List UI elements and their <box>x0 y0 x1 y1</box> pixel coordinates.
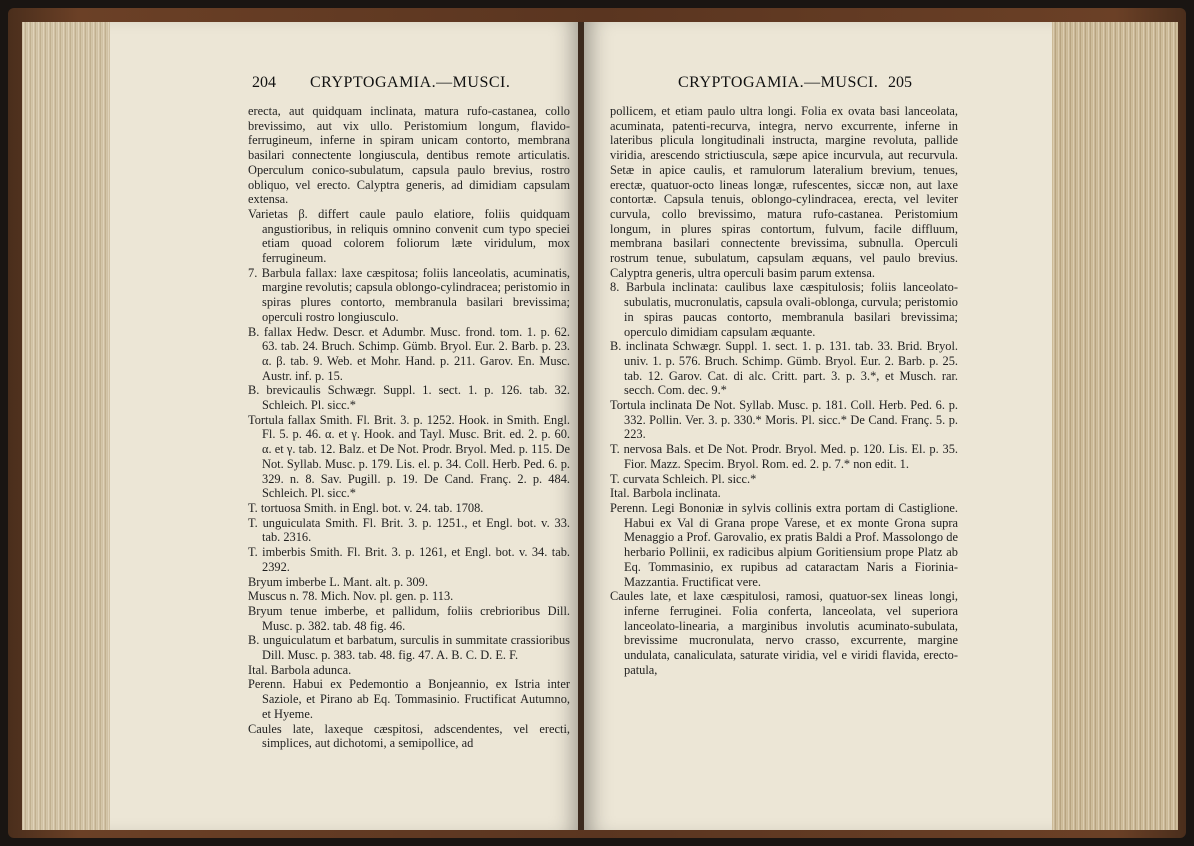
paragraph: Bryum imberbe L. Mant. alt. p. 309. <box>248 574 428 589</box>
paragraph: Muscus n. 78. Mich. Nov. pl. gen. p. 113. <box>248 589 454 604</box>
paragraph: T. unguiculata Smith. Fl. Brit. 3. p. 1251., et Engl. bot. v. 33. tab. 2316. <box>248 515 570 545</box>
page-body <box>610 104 958 677</box>
paragraph: T. tortuosa Smith. in Engl. bot. v. 24. tab. 1708. <box>248 500 484 515</box>
page-number: 205 <box>888 74 912 91</box>
paragraph: Bryum tenue imberbe, et pallidum, foliis crebrioribus Dill. Musc. p. 382. tab. 48 fig. 46. <box>248 603 570 633</box>
paragraph: B. fallax Hedw. Descr. et Adumbr. Musc. frond. tom. 1. p. 62. 63. tab. 24. Bruch. Schimp. Gümb. Bryol. Eur. 2. Barb. p. 23. α. β. tab. 9. Web. et Mohr. Hand. p. 211. Garov. En. Musc. Austr. inf. p. 15. <box>248 324 570 383</box>
page-edges-left <box>22 22 112 830</box>
right-page <box>584 22 1052 830</box>
paragraph: B. inclinata Schwægr. Suppl. 1. sect. 1. p. 131. tab. 33. Brid. Bryol. univ. 1. p. 576. Bruch. Schimp. Gümb. Bryol. Eur. 2. Barb. p. 25. tab. 12. Garov. Cat. di alc. Critt. part. 3. p. 3.*, et Musch. rar. secch. Com. dec. 9.* <box>610 339 958 398</box>
page-edges-right <box>1052 22 1178 830</box>
running-head: CRYPTOGAMIA.—MUSCI. <box>678 74 879 91</box>
paragraph: B. unguiculatum et barbatum, surculis in summitate crassioribus Dill. Musc. p. 383. tab. 48. fig. 47. A. B. C. D. E. F. <box>248 633 570 663</box>
paragraph: Tortula fallax Smith. Fl. Brit. 3. p. 1252. Hook. in Smith. Engl. Fl. 5. p. 46. α. et γ. Hook. and Tayl. Musc. Brit. ed. 2. p. 60. α. et γ. tab. 12. Balz. et De Not. Prodr. Bryol. Med. p. 115. De Not. Syllab. Musc. p. 179. Lis. el. p. 34. Coll. Herb. Ped. 6. p. 329. n. 8. Sav. Pugill. p. 19. De Cand. Franç. 2. p. 484. Schleich. Pl. sicc.* <box>248 412 570 501</box>
paragraph: 7. Barbula fallax: laxe cæspitosa; foliis lanceolatis, acuminatis, margine revolutis; capsula oblongo-cylindracea; peristomio in spiras plures contorto, membranula basilari brevissima; operculi rostro longiusculo. <box>248 265 570 324</box>
paragraph: Perenn. Legi Bononiæ in sylvis collinis extra portam di Castiglione. Habui ex Val di Grana prope Varese, et ex monte Grona supra Menaggio a Prof. Garovalio, ex pratis Baldi a Prof. Massolongo de herbario Pollinii, ex radicibus alpium Goritiensium prope Platz ab Eq. Tommasinio, ex rupibus ad cataractam Naris a Fiorinia-Mazzantia. Fructificat vere. <box>610 500 958 589</box>
paragraph: T. nervosa Bals. et De Not. Prodr. Bryol. Med. p. 120. Lis. El. p. 35. Fior. Mazz. Specim. Bryol. Rom. ed. 2. p. 7.* non edit. 1. <box>610 442 958 471</box>
paragraph: B. brevicaulis Schwægr. Suppl. 1. sect. 1. p. 126. tab. 32. Schleich. Pl. sicc.* <box>248 383 570 413</box>
paragraph: Perenn. Habui ex Pedemontio a Bonjeannio, ex Istria inter Saziole, et Pirano ab Eq. Tommasinio. Fructificat Autumno, et Hyeme. <box>248 677 570 721</box>
paragraph: Caules late, laxeque cæspitosi, adscendentes, vel erecti, simplices, aut dichotomi, a semipollice, ad <box>248 721 570 751</box>
paragraph: Ital. Barbola inclinata. <box>610 486 721 501</box>
paragraph: Ital. Barbola adunca. <box>248 662 352 677</box>
running-head: CRYPTOGAMIA.—MUSCI. <box>310 74 511 91</box>
paragraph: T. curvata Schleich. Pl. sicc.* <box>610 471 757 486</box>
paragraph: Varietas β. differt caule paulo elatiore, foliis quidquam angustioribus, in reliquis omnino convenit cum typo speciei etiam quoad colorem foliorum læte viridulum, mox ferrugineum. <box>248 206 570 266</box>
left-page <box>110 22 580 830</box>
paragraph: Tortula inclinata De Not. Syllab. Musc. p. 181. Coll. Herb. Ped. 6. p. 332. Pollin. Ver. 3. p. 330.* Moris. Pl. sicc.* De Cand. Franç. 5. p. 223. <box>610 398 958 442</box>
paragraph: erecta, aut quidquam inclinata, matura rufo-castanea, collo brevissimo, aut vix ullo. Peristomium longum, flavido-ferrugineum, inferne in spiram unicam contorto, membrana basilari connectente longiuscula, dentibus remote articulatis. Operculum conico-subulatum, capsula paulo brevius, rostro obliquo, vel erecto. Calyptra generis, ad dimidiam capsulam extensa. <box>248 104 570 207</box>
page-number: 204 <box>252 74 276 91</box>
page-body <box>248 104 570 751</box>
paragraph: 8. Barbula inclinata: caulibus laxe cæspitulosis; foliis lanceolato-subulatis, mucronulatis, capsula ovali-oblonga, curvula; peristomio in spiras paucas contorto, membranula basilari brevissima; operculo dimidiam capsulam æquante. <box>610 280 958 339</box>
paragraph: T. imberbis Smith. Fl. Brit. 3. p. 1261, et Engl. bot. v. 34. tab. 2392. <box>248 545 570 574</box>
paragraph: Caules late, et laxe cæspitulosi, ramosi, quatuor-sex lineas longi, inferne ferruginei. Folia conferta, lanceolata, vel superiora lanceolato-linearia, a marginibus involutis acuminato-subulata, brevissime mucronulata, nervo crasso, excurrente, margine undulata, canaliculata, saturate viridia, vel e viridi flavida, erecto-patula, <box>610 589 958 677</box>
paragraph: pollicem, et etiam paulo ultra longi. Folia ex ovata basi lanceolata, acuminata, patenti-recurva, integra, nervo excurrente, inferne in lateribus plicula longitudinali instructa, margine revoluta, pallide viridia, arescendo strictiuscula, sæpe apice incurvula, aut recurvula. Setæ in apice caulis, et ramulorum lateralium brevium, tenues, erectæ, quatuor-octo lineas longæ, rufescentes, siccæ non, aut laxe contortæ. Capsula tenuis, oblongo-cylindracea, erecta, vel leviter curvula, collo brevissimo, matura rufo-castanea. Peristomium longum, in plures spiras contortum, fulvum, facile diffluum, membrana basilari connectente brevissima, subnulla. Operculi rostrum tenue, subulatum, capsulam æquans, vel paulo brevius. Calyptra generis, ultra operculi basim parum extensa. <box>610 104 958 280</box>
